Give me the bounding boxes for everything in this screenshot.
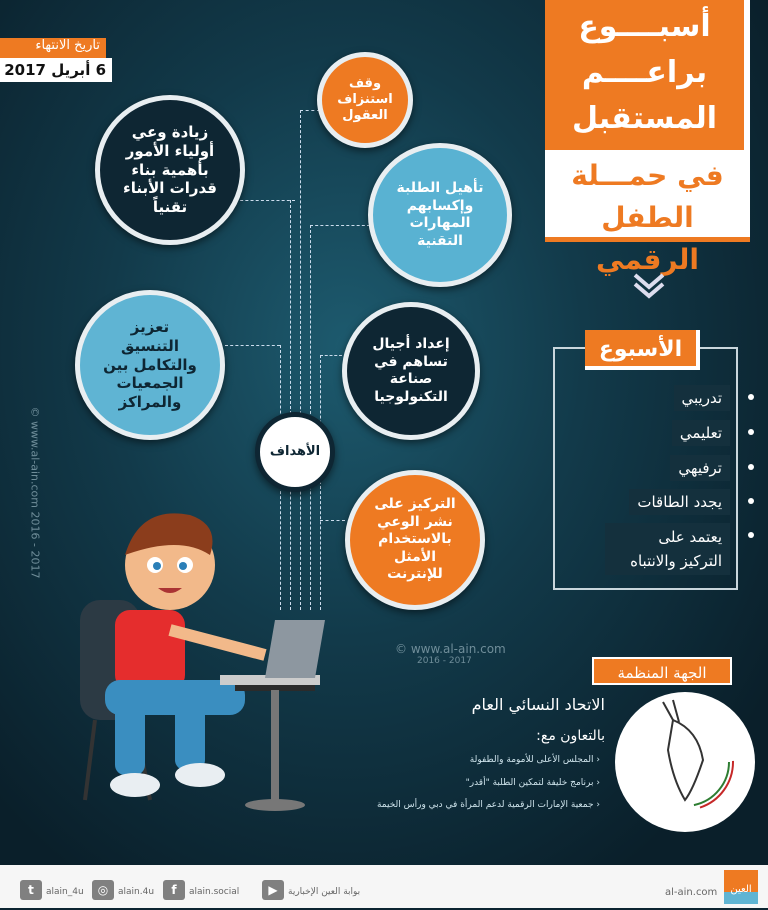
facebook-handle[interactable]: alain.social [189,887,240,897]
week-item: يجدد الطاقات [629,489,730,515]
partner-item: ‹ جمعية الإمارات الرقمية لدعم المرأة في دبي ورأس الخيمة [376,800,600,810]
week-item: ترفيهي [670,455,730,481]
week-item: تعليمي [672,420,730,446]
week-item: تدريبي [674,385,731,411]
bullet-icon [748,498,754,504]
partner-text: المجلس الأعلى للأمومة والطفولة [469,755,594,765]
alain-logo: العين [724,870,758,904]
watermark-vertical: © www.al-ain.com 2016 - 2017 [28,406,42,579]
twitter-handle[interactable]: alain_4u [46,887,84,897]
bullet-icon [748,394,754,400]
instagram-icon[interactable]: ◎ [92,880,114,900]
organizer-label: الجهة المنظمة [592,657,732,685]
week-label: الأسبوع [585,330,700,370]
footer [0,865,768,908]
title-line: أسبــــوع [578,9,711,44]
chevron-down-icon [632,272,666,300]
partner-item: ‹ برنامج خليفة لتمكين الطلبة "أقدر" [465,778,600,788]
watermark-years: 2016 - 2017 [28,511,42,579]
bullet-icon [748,429,754,435]
watermark-site: www.al-ain.com [28,421,42,509]
goal-circle: التركيز على نشر الوعي بالاستخدام الأمثل للإنترنت [345,470,485,610]
collab-label: بالتعاون مع: [536,728,605,744]
title-line: في حمـــلة [571,159,724,192]
connector [310,225,370,226]
bullet-icon [748,464,754,470]
watermark-site: www.al-ain.com [410,642,506,656]
week-item: يعتمد على التركيز والانتباه [605,523,730,575]
title-line: الطفل الرقمي [596,201,699,276]
title-line: براعــــم [581,55,708,90]
youtube-icon[interactable]: ▶ [262,880,284,900]
goal-circle: زيادة وعي أولياء الأمور بأهمية بناء قدرات الأبناء تقنياً [95,95,245,245]
watermark-years: 2016 - 2017 [417,656,472,666]
title-line: المستقبل [571,101,718,136]
goal-circle: وقف استنزاف العقول [317,52,413,148]
footer-site[interactable]: al-ain.com [665,887,718,898]
facebook-icon[interactable]: f [163,880,185,900]
deadline-value: 6 أبريل 2017 [0,58,112,82]
organizer-logo [613,690,757,834]
bullet-icon [748,532,754,538]
goal-circle: تعزيز التنسيق والتكامل بين الجمعيات والمراكز [75,290,225,440]
goals-center-label: الأهداف [255,412,335,492]
partner-text: جمعية الإمارات الرقمية لدعم المرأة في دبي ورأس الخيمة [376,800,594,810]
youtube-handle[interactable]: بوابة العين الإخبارية [288,887,361,897]
goal-circle: تأهيل الطلبة وإكسابهم المهارات التقنية [368,143,512,287]
title-bottom [545,150,750,276]
deadline-label: تاريخ الانتهاء [0,38,106,58]
connector [300,110,320,111]
connector [235,200,295,201]
watermark: © www.al-ain.com 2016 - 2017 [395,642,506,666]
instagram-handle[interactable]: alain.4u [118,887,155,897]
partner-item: ‹ المجلس الأعلى للأمومة والطفولة [469,755,600,765]
partner-text: برنامج خليفة لتمكين الطلبة "أقدر" [465,778,594,788]
goal-circle: إعداد أجيال تساهم في صناعة التكنولوجيا [342,302,480,440]
title-top [545,0,750,150]
organizer-name: الاتحاد النسائي العام [471,695,605,714]
twitter-icon[interactable]: t [20,880,42,900]
boy-with-laptop-illustration [60,500,340,820]
connector [225,345,280,346]
connector [320,355,342,356]
